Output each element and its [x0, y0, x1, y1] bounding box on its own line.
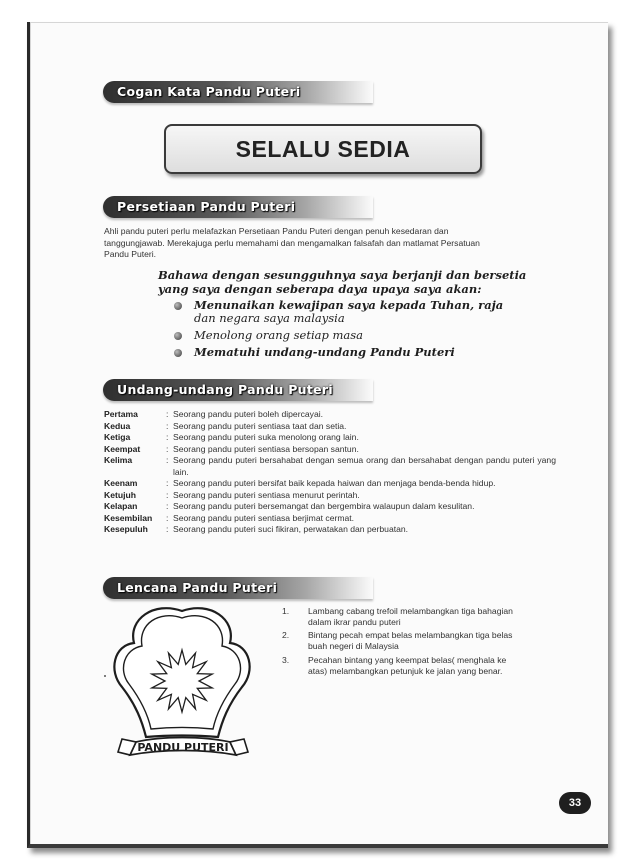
note-line: buah negeri di Malaysia: [308, 641, 399, 652]
pledge-item: dan negara saya malaysia: [194, 311, 345, 325]
law-colon: :: [166, 489, 169, 500]
pledge-line: yang saya dengan seberapa daya upaya saya akan:: [158, 282, 482, 296]
pledge-item: Menunaikan kewajipan saya kepada Tuhan, raja: [194, 298, 504, 312]
law-colon: :: [166, 432, 169, 442]
stray-dot: [104, 675, 106, 677]
law-colon: :: [166, 512, 169, 523]
section-heading-pledge: Persetiaan Pandu Puteri: [117, 199, 296, 214]
pledge-intro-line: Pandu Puteri.: [104, 249, 157, 260]
law-ordinal: Ketujuh: [104, 489, 136, 500]
page-number-badge: [559, 792, 591, 814]
section-heading-motto: Cogan Kata Pandu Puteri: [117, 84, 301, 99]
law-ordinal: Keempat: [104, 443, 141, 454]
law-ordinal: Kesepuluh: [104, 524, 148, 534]
section-banner-badge: [103, 577, 373, 599]
law-ordinal: Kesembilan: [104, 512, 153, 523]
bullet-icon: [174, 332, 182, 340]
note-number: 1.: [282, 606, 290, 616]
law-text: Seorang pandu puteri bersahabat dengan semua orang dan bersahabat dengan pandu puteri yang lain.: [173, 455, 556, 477]
pledge-intro: [104, 226, 555, 261]
badge-illustration: [112, 605, 252, 775]
pledge-item: Menolong orang setiap masa: [194, 328, 364, 342]
law-ordinal: Pertama: [104, 409, 138, 419]
bullet-icon: [174, 302, 182, 310]
note-line: dalam ikrar pandu puteri: [308, 617, 401, 628]
law-ordinal: Kelapan: [104, 501, 138, 511]
section-heading-laws: Undang-undang Pandu Puteri: [117, 382, 333, 397]
law-text: Seorang pandu puteri sentiasa taat dan setia.: [173, 420, 347, 431]
page-number: 33: [568, 797, 582, 809]
law-text: Seorang pandu puteri bersemangat dan bergembira walaupun dalam kesulitan.: [173, 501, 475, 511]
law-text: Seorang pandu puteri sentiasa bersopan santun.: [173, 443, 359, 454]
section-banner-pledge: [103, 196, 373, 218]
pledge-intro-line: tanggungjawab. Merekajuga perlu memahami dan mengamalkan falsafah dan matlamat Persatuan: [104, 237, 480, 248]
law-colon: :: [166, 443, 169, 454]
law-text: Seorang pandu puteri sentiasa berjimat cermat.: [173, 512, 355, 523]
note-line: Lambang cabang trefoil melambangkan tiga bahagian: [308, 606, 513, 616]
law-ordinal: Kedua: [104, 420, 131, 431]
trefoil-badge-icon: [112, 605, 252, 775]
motto-text: SELALU SEDIA: [235, 135, 411, 162]
law-text: Seorang pandu puteri suci fikiran, perwatakan dan perbuatan.: [173, 524, 409, 534]
badge-ribbon-text: PANDU PUTERI: [137, 741, 229, 754]
law-colon: :: [166, 524, 169, 534]
law-text: Seorang pandu puteri bersifat baik kepada haiwan dan menjaga benda-benda hidup.: [173, 478, 496, 488]
pledge-intro-line: Ahli pandu puteri perlu melafazkan Persetiaan Pandu Puteri dengan penuh kesedaran dan: [104, 226, 449, 236]
law-colon: :: [166, 478, 169, 488]
law-colon: :: [166, 455, 169, 465]
law-colon: :: [166, 409, 169, 419]
section-banner-laws: [103, 379, 373, 401]
note-line: Bintang pecah empat belas melambangkan tiga belas: [308, 630, 513, 640]
law-colon: :: [166, 420, 169, 431]
law-text: Seorang pandu puteri sentiasa menurut perintah.: [173, 489, 360, 500]
note-line: Pecahan bintang yang keempat belas( menghala ke: [308, 655, 507, 665]
law-colon: :: [166, 501, 169, 511]
pledge-line: Bahawa dengan sesungguhnya saya berjanji dan bersetia: [158, 268, 527, 282]
note-number: 2.: [282, 630, 290, 640]
section-banner-motto: [103, 81, 373, 103]
law-ordinal: Ketiga: [104, 432, 131, 442]
bullet-icon: [174, 349, 182, 357]
law-ordinal: Keenam: [104, 478, 138, 488]
law-ordinal: Kelima: [104, 455, 133, 465]
note-number: 3.: [282, 655, 290, 665]
section-heading-badge: Lencana Pandu Puteri: [117, 580, 278, 595]
law-text: Seorang pandu puteri suka menolong orang lain.: [173, 432, 359, 442]
motto-box: [164, 124, 482, 174]
note-line: atas) melambangkan petunjuk ke jalan yang benar.: [308, 666, 503, 677]
law-text: Seorang pandu puteri boleh dipercayai.: [173, 409, 324, 419]
pledge-item: Mematuhi undang-undang Pandu Puteri: [194, 345, 455, 359]
